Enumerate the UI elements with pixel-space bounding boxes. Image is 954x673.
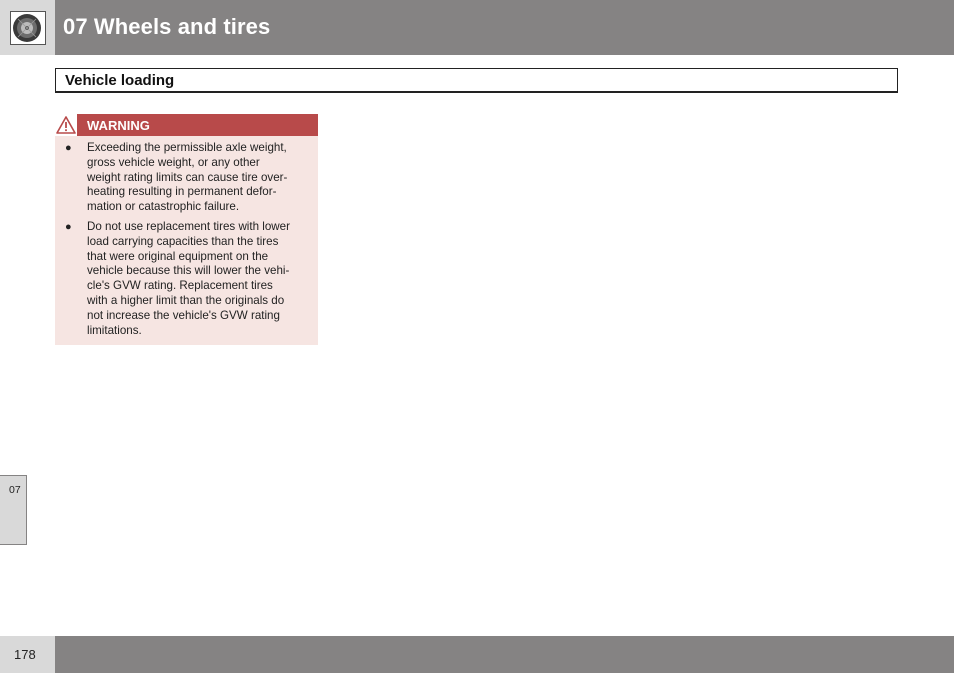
warning-item-line: limitations. — [87, 323, 142, 337]
warning-list — [55, 141, 318, 343]
warning-item-line: Do not use replacement tires with lower — [87, 219, 290, 233]
warning-item-line: gross vehicle weight, or any other — [87, 155, 260, 169]
header-bar — [55, 0, 954, 55]
page-number: 178 — [14, 647, 36, 662]
warning-header — [55, 114, 318, 136]
side-tab-label: 07 — [9, 484, 21, 496]
section-title-box — [55, 68, 898, 93]
warning-item-line: weight rating limits can cause tire over- — [87, 170, 288, 184]
footer-bar — [55, 636, 954, 673]
bullet: ● — [65, 142, 72, 154]
page-number-box — [0, 636, 55, 673]
warning-item — [55, 220, 318, 338]
warning-item-line: mation or catastrophic failure. — [87, 200, 240, 214]
warning-label: WARNING — [87, 118, 150, 133]
tire-icon — [10, 11, 46, 45]
warning-triangle-icon — [56, 116, 76, 134]
warning-item-line: load carrying capacities than the tires — [87, 234, 279, 248]
warning-item-line: with a higher limit than the originals do — [87, 293, 285, 307]
warning-icon-box — [55, 114, 77, 136]
chapter-title: 07 Wheels and tires — [63, 14, 271, 39]
warning-item-line: heating resulting in permanent defor- — [87, 185, 277, 199]
warning-item-line: Exceeding the permissible axle weight, — [87, 141, 287, 154]
warning-item — [55, 141, 318, 215]
warning-box — [55, 114, 318, 345]
section-title: Vehicle loading — [65, 72, 175, 89]
warning-item-line: cle's GVW rating. Replacement tires — [87, 279, 273, 293]
chapter-side-tab — [0, 475, 27, 545]
warning-item-line: that were original equipment on the — [87, 249, 269, 263]
bullet: ● — [65, 220, 72, 233]
header-icon-box — [0, 0, 55, 55]
warning-item-line: vehicle because this will lower the vehi- — [87, 264, 290, 278]
warning-item-line: not increase the vehicle's GVW rating — [87, 308, 280, 322]
